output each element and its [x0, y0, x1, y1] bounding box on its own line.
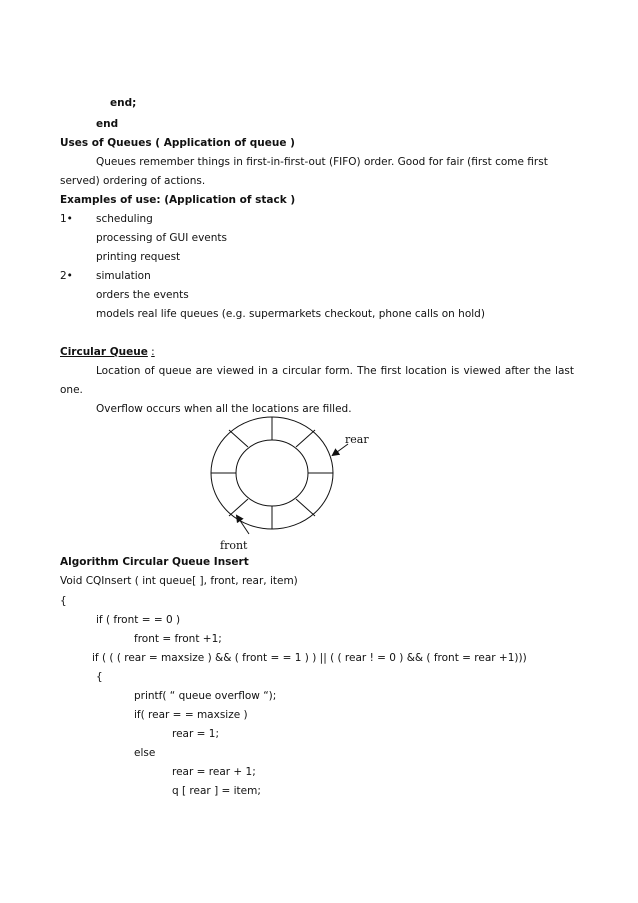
inner-ring [236, 440, 308, 506]
uses-body-line-1: Queues remember things in first-in-first-out (FIFO) order. Good for fair (first come first [96, 156, 548, 168]
end-keyword: end [96, 118, 119, 130]
circular-queue-colon: : [151, 346, 155, 358]
example-2-item-3: models real life queues (e.g. supermarkets checkout, phone calls on hold) [96, 308, 485, 320]
rear-label: rear [345, 433, 369, 446]
example-1-item-2: processing of GUI events [96, 232, 228, 244]
front-label: front [220, 539, 248, 552]
example-2-item-1: simulation [96, 270, 151, 282]
front-arrow [237, 516, 249, 534]
uses-body-line-2: served) ordering of actions. [60, 175, 206, 187]
example-2-item-2: orders the events [96, 289, 189, 301]
example-1-item-3: printing request [96, 251, 181, 263]
uses-heading: Uses of Queues ( Application of queue ) [60, 137, 295, 149]
circular-queue-title: Circular Queue [60, 346, 148, 358]
divider-8 [296, 499, 315, 516]
example-1-number: 1• [60, 213, 73, 225]
code-line: if ( front = = 0 ) [96, 614, 181, 626]
code-line: printf( “ queue overflow “); [134, 690, 277, 702]
circular-body-line-2: one. [60, 384, 83, 396]
code-line: q [ rear ] = item; [172, 785, 261, 797]
code-line: rear = 1; [172, 728, 219, 740]
algorithm-heading: Algorithm Circular Queue Insert [60, 556, 249, 568]
code-line: if ( ( ( rear = maxsize ) && ( front = = 1 ) ) || ( ( rear ! = 0 ) && ( front = rear +1))) [92, 652, 527, 664]
code-line: else [134, 747, 156, 759]
code-line: front = front +1; [134, 633, 222, 645]
divider-1 [229, 430, 248, 447]
circular-queue-diagram [190, 410, 410, 560]
divider-3 [296, 430, 315, 447]
end-semicolon: end; [110, 97, 137, 109]
circular-body-line-1: Location of queue are viewed in a circular form. The first location is viewed after the last [96, 365, 574, 377]
overflow-text: Overflow occurs when all the locations are filled. [96, 403, 352, 415]
example-2-number: 2• [60, 270, 73, 282]
example-1-item-1: scheduling [96, 213, 153, 225]
divider-6 [229, 499, 248, 516]
code-line: rear = rear + 1; [172, 766, 256, 778]
code-line: { [60, 595, 67, 607]
examples-heading: Examples of use: (Application of stack ) [60, 194, 296, 206]
code-line: { [96, 671, 103, 683]
code-line: if( rear = = maxsize ) [134, 709, 248, 721]
circular-queue-heading [60, 345, 155, 359]
code-line: Void CQInsert ( int queue[ ], front, rear, item) [60, 575, 298, 587]
